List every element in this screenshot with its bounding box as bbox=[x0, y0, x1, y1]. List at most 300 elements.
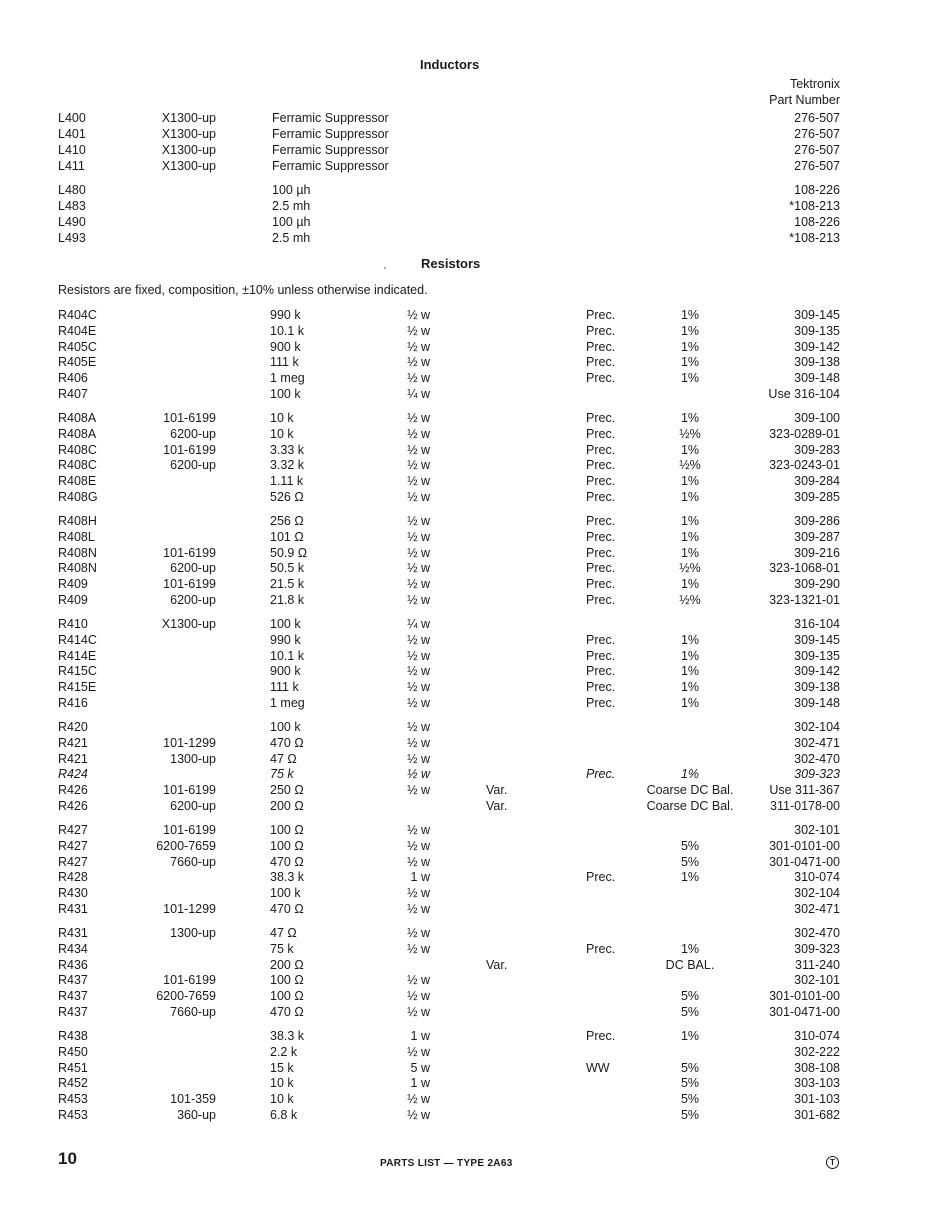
resistor-tolerance: 1% bbox=[680, 324, 700, 338]
resistor-row bbox=[0, 1075, 950, 1091]
resistor-wattage: ½ w bbox=[407, 593, 430, 607]
inductor-row bbox=[0, 214, 950, 230]
inductor-row bbox=[0, 110, 950, 126]
resistor-part-number: 301-0101-00 bbox=[769, 989, 840, 1003]
resistor-row bbox=[0, 663, 950, 679]
resistor-serial: 6200-7659 bbox=[156, 989, 216, 1003]
resistor-ref: R428 bbox=[58, 870, 88, 884]
resistor-value: 47 Ω bbox=[270, 926, 297, 940]
part-number-header-line2: Part Number bbox=[769, 93, 840, 107]
resistor-part-number: 311-240 bbox=[795, 958, 840, 972]
resistor-part-number: 301-0471-00 bbox=[769, 1005, 840, 1019]
resistor-ref: R438 bbox=[58, 1029, 88, 1043]
resistor-tolerance: 1% bbox=[680, 696, 700, 710]
resistor-ref: R430 bbox=[58, 886, 88, 900]
resistor-ref: R407 bbox=[58, 387, 88, 401]
resistor-value: 900 k bbox=[270, 340, 301, 354]
resistor-wattage: 1 w bbox=[410, 1076, 430, 1090]
resistor-tolerance: 5% bbox=[680, 1108, 700, 1122]
resistor-part-number: 323-1068-01 bbox=[769, 561, 840, 575]
resistor-value: 100 k bbox=[270, 720, 301, 734]
resistor-part-number: 302-471 bbox=[794, 736, 840, 750]
resistor-row bbox=[0, 941, 950, 957]
resistor-wattage: ½ w bbox=[407, 530, 430, 544]
resistor-ref: R404E bbox=[58, 324, 97, 338]
resistor-ref: R451 bbox=[58, 1061, 88, 1075]
resistor-value: 1 meg bbox=[270, 696, 305, 710]
resistor-value: 50.9 Ω bbox=[270, 546, 308, 560]
resistor-part-number: 309-283 bbox=[794, 443, 840, 457]
resistor-tolerance: 1% bbox=[680, 355, 700, 369]
resistor-tolerance: DC BAL. bbox=[665, 958, 715, 972]
resistor-tolerance: 1% bbox=[680, 514, 700, 528]
resistor-tolerance: 1% bbox=[680, 942, 700, 956]
resistor-row bbox=[0, 370, 950, 386]
resistor-row bbox=[0, 592, 950, 608]
resistor-row bbox=[0, 766, 950, 782]
inductor-part-number: 276-507 bbox=[794, 127, 840, 141]
resistor-ref: R408N bbox=[58, 561, 97, 575]
resistor-value: 10 k bbox=[270, 1092, 294, 1106]
resistor-tolerance: 5% bbox=[680, 839, 700, 853]
resistor-precision: Prec. bbox=[586, 942, 616, 956]
resistor-wattage: ½ w bbox=[407, 649, 430, 663]
resistor-precision: Prec. bbox=[586, 696, 616, 710]
resistor-row bbox=[0, 529, 950, 545]
inductor-description: 2.5 mh bbox=[272, 231, 311, 245]
resistor-serial: 6200-up bbox=[170, 427, 216, 441]
resistor-value: 470 Ω bbox=[270, 1005, 304, 1019]
resistor-value: 526 Ω bbox=[270, 490, 304, 504]
resistor-value: 470 Ω bbox=[270, 736, 304, 750]
resistor-part-number: 301-0471-00 bbox=[769, 855, 840, 869]
inductor-row bbox=[0, 126, 950, 142]
resistor-value: 1.11 k bbox=[270, 474, 304, 488]
inductor-ref: L490 bbox=[58, 215, 86, 229]
resistor-part-number: 301-682 bbox=[794, 1108, 840, 1122]
resistor-row bbox=[0, 957, 950, 973]
resistor-part-number: 323-1321-01 bbox=[769, 593, 840, 607]
resistor-part-number: 302-470 bbox=[794, 752, 840, 766]
resistor-row bbox=[0, 576, 950, 592]
resistor-ref: R408A bbox=[58, 411, 97, 425]
resistor-part-number: Use 316-104 bbox=[768, 387, 840, 401]
resistor-wattage: ½ w bbox=[407, 546, 430, 560]
resistor-ref: R437 bbox=[58, 973, 88, 987]
resistor-part-number: 309-145 bbox=[794, 308, 840, 322]
resistor-row bbox=[0, 410, 950, 426]
resistor-part-number: 309-145 bbox=[794, 633, 840, 647]
resistor-wattage: ½ w bbox=[407, 823, 430, 837]
resistor-row bbox=[0, 632, 950, 648]
resistor-precision: Prec. bbox=[586, 443, 616, 457]
resistor-value: 100 Ω bbox=[270, 973, 304, 987]
resistor-serial: 1300-up bbox=[170, 926, 216, 940]
resistor-row bbox=[0, 386, 950, 402]
resistor-value: 38.3 k bbox=[270, 870, 305, 884]
resistor-serial: 7660-up bbox=[170, 1005, 216, 1019]
resistor-serial: 6200-7659 bbox=[156, 839, 216, 853]
resistor-precision: WW bbox=[586, 1061, 610, 1075]
resistor-ref: R405E bbox=[58, 355, 97, 369]
resistor-row bbox=[0, 822, 950, 838]
inductor-row bbox=[0, 230, 950, 246]
resistor-row bbox=[0, 339, 950, 355]
resistor-row bbox=[0, 307, 950, 323]
resistor-serial: 101-6199 bbox=[163, 411, 216, 425]
resistor-value: 111 k bbox=[270, 680, 299, 694]
resistor-part-number: 302-104 bbox=[794, 720, 840, 734]
resistor-part-number: 309-135 bbox=[794, 324, 840, 338]
resistor-wattage: ½ w bbox=[407, 973, 430, 987]
resistor-value: 990 k bbox=[270, 633, 301, 647]
inductor-ref: L401 bbox=[58, 127, 86, 141]
resistor-wattage: ½ w bbox=[407, 839, 430, 853]
resistor-ref: R427 bbox=[58, 839, 88, 853]
resistor-row bbox=[0, 885, 950, 901]
resistor-wattage: ½ w bbox=[407, 1108, 430, 1122]
resistor-value: 75 k bbox=[270, 767, 294, 781]
resistor-ref: R420 bbox=[58, 720, 88, 734]
resistor-precision: Prec. bbox=[586, 474, 616, 488]
resistor-value: 2.2 k bbox=[270, 1045, 298, 1059]
resistor-serial: 101-359 bbox=[170, 1092, 216, 1106]
resistor-row bbox=[0, 545, 950, 561]
resistor-ref: R427 bbox=[58, 855, 88, 869]
inductor-row bbox=[0, 158, 950, 174]
resistor-value: 990 k bbox=[270, 308, 301, 322]
resistor-ref: R421 bbox=[58, 752, 88, 766]
resistor-wattage: ½ w bbox=[407, 736, 430, 750]
resistor-row bbox=[0, 457, 950, 473]
resistor-wattage: ½ w bbox=[407, 664, 430, 678]
resistor-ref: R431 bbox=[58, 902, 88, 916]
inductor-ref: L410 bbox=[58, 143, 86, 157]
resistor-wattage: ½ w bbox=[407, 783, 430, 797]
resistor-wattage: ½ w bbox=[407, 720, 430, 734]
resistor-serial: 6200-up bbox=[170, 458, 216, 472]
part-number-header-line1: Tektronix bbox=[789, 77, 840, 91]
resistor-part-number: 302-104 bbox=[794, 886, 840, 900]
resistor-precision: Prec. bbox=[586, 546, 616, 560]
resistor-ref: R421 bbox=[58, 736, 88, 750]
resistor-value: 75 k bbox=[270, 942, 294, 956]
resistor-row bbox=[0, 442, 950, 458]
stray-mark bbox=[384, 267, 386, 269]
resistor-tolerance: ½% bbox=[679, 458, 701, 472]
resistor-ref: R416 bbox=[58, 696, 88, 710]
resistor-row bbox=[0, 798, 950, 814]
inductor-description: 100 µh bbox=[272, 215, 311, 229]
inductors-heading: Inductors bbox=[420, 57, 480, 72]
resistor-tolerance: 1% bbox=[680, 633, 700, 647]
inductor-row bbox=[0, 198, 950, 214]
resistor-ref: R434 bbox=[58, 942, 88, 956]
resistor-precision: Prec. bbox=[586, 324, 616, 338]
resistor-value: 101 Ω bbox=[270, 530, 304, 544]
resistor-precision: Prec. bbox=[586, 633, 616, 647]
inductor-description: Ferramic Suppressor bbox=[272, 159, 389, 173]
resistor-precision: Prec. bbox=[586, 308, 616, 322]
resistor-wattage: ½ w bbox=[407, 696, 430, 710]
resistor-value: 10.1 k bbox=[270, 649, 305, 663]
resistor-row bbox=[0, 323, 950, 339]
resistor-tolerance: 1% bbox=[680, 490, 700, 504]
resistor-part-number: 316-104 bbox=[794, 617, 840, 631]
resistor-tolerance: 1% bbox=[680, 371, 700, 385]
inductor-ref: L483 bbox=[58, 199, 86, 213]
resistor-part-number: 302-470 bbox=[794, 926, 840, 940]
inductor-description: Ferramic Suppressor bbox=[272, 143, 389, 157]
resistor-ref: R408E bbox=[58, 474, 97, 488]
resistor-part-number: 309-290 bbox=[794, 577, 840, 591]
resistor-wattage: ½ w bbox=[407, 633, 430, 647]
resistor-row bbox=[0, 901, 950, 917]
resistor-value: 15 k bbox=[270, 1061, 294, 1075]
resistor-row bbox=[0, 719, 950, 735]
resistor-part-number: 302-101 bbox=[794, 973, 840, 987]
resistor-wattage: ½ w bbox=[407, 340, 430, 354]
resistors-note: Resistors are fixed, composition, ±10% unless otherwise indicated. bbox=[58, 283, 428, 297]
inductor-ref: L400 bbox=[58, 111, 86, 125]
resistor-part-number: 301-103 bbox=[794, 1092, 840, 1106]
inductor-row bbox=[0, 142, 950, 158]
resistor-precision: Prec. bbox=[586, 1029, 616, 1043]
resistor-value: 100 Ω bbox=[270, 823, 304, 837]
inductor-ref: L493 bbox=[58, 231, 86, 245]
inductor-serial: X1300-up bbox=[161, 143, 216, 157]
resistor-tolerance: ½% bbox=[679, 561, 701, 575]
resistor-part-number: Use 311-367 bbox=[769, 783, 840, 797]
resistor-row bbox=[0, 838, 950, 854]
resistor-serial: 101-6199 bbox=[163, 973, 216, 987]
resistor-part-number: 309-142 bbox=[794, 340, 840, 354]
resistor-row bbox=[0, 616, 950, 632]
resistor-row bbox=[0, 1004, 950, 1020]
resistor-tolerance: 1% bbox=[680, 767, 700, 781]
resistor-tolerance: 1% bbox=[680, 870, 700, 884]
resistor-tolerance: 1% bbox=[680, 308, 700, 322]
resistor-row bbox=[0, 854, 950, 870]
resistor-part-number: 311-0178-00 bbox=[770, 799, 840, 813]
inductor-serial: X1300-up bbox=[161, 159, 216, 173]
resistor-ref: R408L bbox=[58, 530, 95, 544]
resistor-value: 10 k bbox=[270, 1076, 294, 1090]
resistor-tolerance: 1% bbox=[680, 474, 700, 488]
resistor-value: 256 Ω bbox=[270, 514, 304, 528]
resistor-precision: Prec. bbox=[586, 411, 616, 425]
resistor-serial: 1300-up bbox=[170, 752, 216, 766]
resistor-serial: 360-up bbox=[177, 1108, 216, 1122]
resistor-precision: Prec. bbox=[586, 490, 616, 504]
resistor-part-number: 323-0289-01 bbox=[769, 427, 840, 441]
resistor-wattage: ½ w bbox=[407, 561, 430, 575]
footer-title: PARTS LIST — TYPE 2A63 bbox=[380, 1158, 513, 1169]
resistor-row bbox=[0, 426, 950, 442]
resistor-value: 21.5 k bbox=[270, 577, 305, 591]
resistor-wattage: ½ w bbox=[407, 427, 430, 441]
inductor-description: 2.5 mh bbox=[272, 199, 311, 213]
resistor-row bbox=[0, 1060, 950, 1076]
resistor-row bbox=[0, 695, 950, 711]
resistor-precision: Prec. bbox=[586, 577, 616, 591]
resistor-wattage: ½ w bbox=[407, 989, 430, 1003]
resistor-value: 6.8 k bbox=[270, 1108, 298, 1122]
resistor-precision: Prec. bbox=[586, 458, 616, 472]
resistor-serial: 101-1299 bbox=[163, 736, 216, 750]
resistor-wattage: 5 w bbox=[410, 1061, 430, 1075]
inductor-part-number: 108-226 bbox=[794, 183, 840, 197]
resistor-row bbox=[0, 679, 950, 695]
resistor-wattage: ½ w bbox=[407, 1092, 430, 1106]
resistor-wattage: ½ w bbox=[407, 458, 430, 472]
inductor-part-number: *108-213 bbox=[789, 199, 840, 213]
resistor-precision: Prec. bbox=[586, 355, 616, 369]
inductor-ref: L411 bbox=[58, 159, 85, 173]
resistor-part-number: 310-074 bbox=[794, 1029, 840, 1043]
resistor-row bbox=[0, 1091, 950, 1107]
resistor-value: 10.1 k bbox=[270, 324, 305, 338]
resistor-ref: R424 bbox=[58, 767, 88, 781]
resistor-part-number: 323-0243-01 bbox=[769, 458, 840, 472]
resistor-part-number: 309-285 bbox=[794, 490, 840, 504]
resistor-precision: Prec. bbox=[586, 340, 616, 354]
resistor-ref: R408A bbox=[58, 427, 97, 441]
resistor-value: 100 k bbox=[270, 617, 301, 631]
resistor-tolerance: 1% bbox=[680, 530, 700, 544]
resistor-wattage: ½ w bbox=[407, 355, 430, 369]
resistor-wattage: ¼ w bbox=[407, 617, 430, 631]
resistor-ref: R453 bbox=[58, 1108, 88, 1122]
resistor-tolerance: 5% bbox=[680, 989, 700, 1003]
resistor-ref: R408C bbox=[58, 443, 97, 457]
page-number: 10 bbox=[58, 1149, 77, 1168]
resistor-value: 470 Ω bbox=[270, 855, 304, 869]
resistor-precision: Prec. bbox=[586, 530, 616, 544]
resistor-precision: Prec. bbox=[586, 371, 616, 385]
resistor-part-number: 309-323 bbox=[794, 942, 840, 956]
resistor-row bbox=[0, 560, 950, 576]
resistor-ref: R414C bbox=[58, 633, 97, 647]
resistor-part-number: 309-287 bbox=[794, 530, 840, 544]
resistor-part-number: 309-323 bbox=[794, 767, 840, 781]
resistor-tolerance: 5% bbox=[680, 1092, 700, 1106]
resistor-tolerance: Coarse DC Bal. bbox=[646, 799, 734, 813]
inductor-part-number: 276-507 bbox=[794, 159, 840, 173]
resistor-wattage: ½ w bbox=[407, 308, 430, 322]
resistor-value: 21.8 k bbox=[270, 593, 305, 607]
resistor-value: 470 Ω bbox=[270, 902, 304, 916]
resistor-part-number: 309-138 bbox=[794, 680, 840, 694]
resistor-tolerance: 1% bbox=[680, 546, 700, 560]
inductor-serial: X1300-up bbox=[161, 111, 216, 125]
resistor-precision: Prec. bbox=[586, 561, 616, 575]
resistor-value: 100 k bbox=[270, 886, 301, 900]
resistor-precision: Prec. bbox=[586, 680, 616, 694]
resistor-precision: Prec. bbox=[586, 870, 616, 884]
inductor-serial: X1300-up bbox=[161, 127, 216, 141]
resistor-value: 1 meg bbox=[270, 371, 305, 385]
resistor-tolerance: 1% bbox=[680, 649, 700, 663]
resistor-tolerance: ½% bbox=[679, 427, 701, 441]
resistor-serial: 6200-up bbox=[170, 561, 216, 575]
resistor-wattage: ½ w bbox=[407, 1045, 430, 1059]
resistor-value: 50.5 k bbox=[270, 561, 305, 575]
resistor-serial: X1300-up bbox=[161, 617, 216, 631]
resistor-part-number: 310-074 bbox=[794, 870, 840, 884]
resistor-variable: Var. bbox=[486, 799, 508, 813]
resistor-tolerance: 5% bbox=[680, 1061, 700, 1075]
resistor-ref: R404C bbox=[58, 308, 97, 322]
resistor-serial: 101-6199 bbox=[163, 577, 216, 591]
resistor-precision: Prec. bbox=[586, 649, 616, 663]
resistor-tolerance: 5% bbox=[680, 855, 700, 869]
resistor-row bbox=[0, 988, 950, 1004]
inductor-part-number: 108-226 bbox=[794, 215, 840, 229]
resistor-wattage: ½ w bbox=[407, 371, 430, 385]
resistor-wattage: ½ w bbox=[407, 474, 430, 488]
resistor-ref: R406 bbox=[58, 371, 88, 385]
resistor-ref: R415E bbox=[58, 680, 97, 694]
resistor-ref: R409 bbox=[58, 593, 88, 607]
resistor-ref: R408N bbox=[58, 546, 97, 560]
resistor-tolerance: 1% bbox=[680, 443, 700, 457]
resistor-part-number: 309-138 bbox=[794, 355, 840, 369]
resistor-value: 38.3 k bbox=[270, 1029, 305, 1043]
resistor-tolerance: 1% bbox=[680, 680, 700, 694]
resistor-wattage: ½ w bbox=[407, 942, 430, 956]
resistor-ref: R426 bbox=[58, 799, 88, 813]
resistor-wattage: 1 w bbox=[410, 870, 430, 884]
inductor-description: 100 µh bbox=[272, 183, 311, 197]
resistor-wattage: ½ w bbox=[407, 411, 430, 425]
resistor-precision: Prec. bbox=[586, 767, 616, 781]
resistor-ref: R408G bbox=[58, 490, 98, 504]
resistor-value: 250 Ω bbox=[270, 783, 304, 797]
resistor-value: 47 Ω bbox=[270, 752, 297, 766]
resistor-wattage: ½ w bbox=[407, 902, 430, 916]
resistor-value: 10 k bbox=[270, 427, 294, 441]
resistor-row bbox=[0, 1044, 950, 1060]
resistor-ref: R437 bbox=[58, 989, 88, 1003]
resistor-wattage: ½ w bbox=[407, 577, 430, 591]
resistor-ref: R414E bbox=[58, 649, 97, 663]
resistor-part-number: 309-142 bbox=[794, 664, 840, 678]
resistor-ref: R437 bbox=[58, 1005, 88, 1019]
resistor-wattage: ½ w bbox=[407, 855, 430, 869]
resistor-tolerance: 5% bbox=[680, 1005, 700, 1019]
resistor-ref: R453 bbox=[58, 1092, 88, 1106]
resistor-wattage: ½ w bbox=[407, 324, 430, 338]
resistor-value: 100 Ω bbox=[270, 839, 304, 853]
resistor-wattage: ½ w bbox=[407, 1005, 430, 1019]
resistor-row bbox=[0, 751, 950, 767]
resistor-wattage: ½ w bbox=[407, 680, 430, 694]
resistor-ref: R408C bbox=[58, 458, 97, 472]
resistor-value: 100 Ω bbox=[270, 989, 304, 1003]
resistor-part-number: 303-103 bbox=[794, 1076, 840, 1090]
resistor-row bbox=[0, 925, 950, 941]
resistor-wattage: 1 w bbox=[410, 1029, 430, 1043]
resistor-row bbox=[0, 972, 950, 988]
resistor-row bbox=[0, 782, 950, 798]
resistor-wattage: ½ w bbox=[407, 490, 430, 504]
resistor-row bbox=[0, 354, 950, 370]
resistor-part-number: 309-286 bbox=[794, 514, 840, 528]
resistor-serial: 101-6199 bbox=[163, 443, 216, 457]
resistor-row bbox=[0, 489, 950, 505]
inductor-part-number: 276-507 bbox=[794, 111, 840, 125]
